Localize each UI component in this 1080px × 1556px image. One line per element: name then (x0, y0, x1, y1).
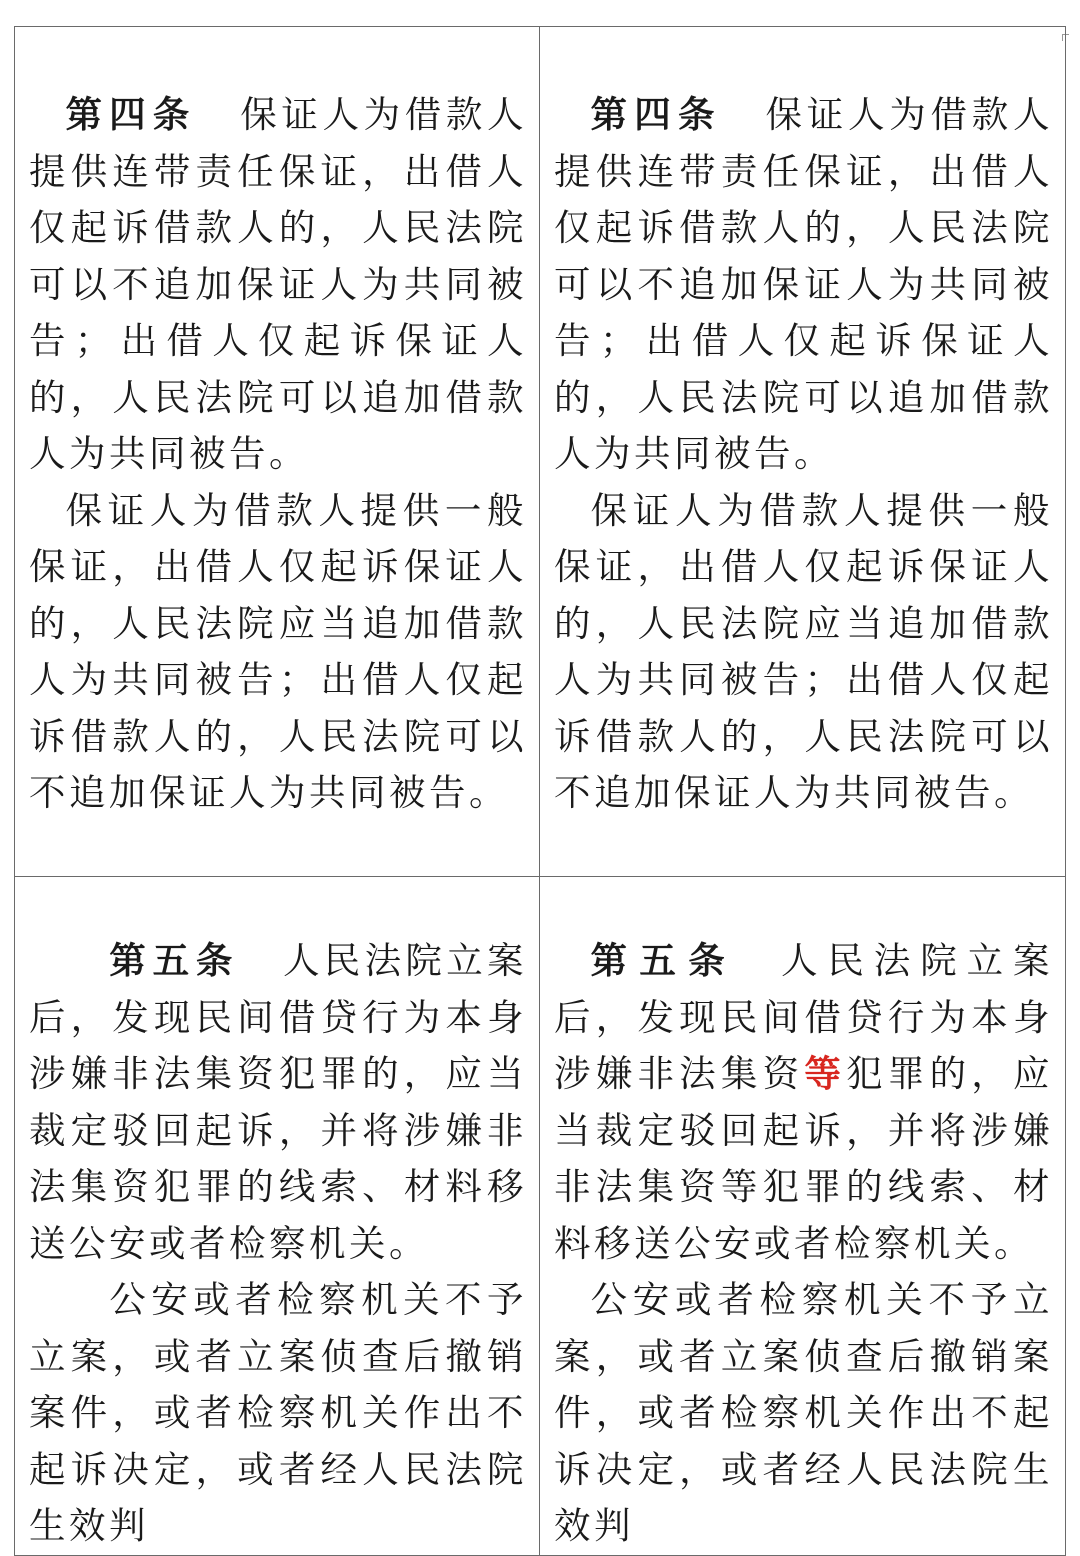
highlighted-change: 等 (804, 1052, 847, 1095)
article-number: 第四条 (590, 93, 722, 136)
cell-new-article-4 (540, 27, 1066, 877)
cell-old-article-4 (15, 27, 540, 877)
paragraph-text: 人民法院立案后，发现民间借贷行为本身涉嫌非法集资犯罪的，应当裁定驳回起诉，并将涉嫌非法集资犯罪的线索、材料移送公安或者检察机关。 (29, 939, 528, 1265)
article-number: 第四条 (65, 93, 197, 136)
paragraph (554, 87, 1053, 483)
comparison-table (14, 26, 1066, 1556)
paragraph (29, 933, 527, 1272)
paragraph (554, 933, 1053, 1272)
article-number: 第五条 (109, 939, 240, 982)
paragraph (29, 87, 527, 483)
paragraph-text-before: 人民法院立案后，发现民间借贷行为本身涉嫌非法集资 (554, 939, 1054, 1095)
paragraph-text: 保证人为借款人提供连带责任保证，出借人仅起诉借款人的，人民法院可以不追加保证人为共同被告；出借人仅起诉保证人的，人民法院可以追加借款人为共同被告。 (29, 93, 528, 475)
article-number: 第五条 (590, 939, 738, 982)
paragraph-text: 保证人为借款人提供连带责任保证，出借人仅起诉借款人的，人民法院可以不追加保证人为共同被告；出借人仅起诉保证人的，人民法院可以追加借款人为共同被告。 (554, 93, 1053, 475)
paragraph: 保证人为借款人提供一般保证，出借人仅起诉保证人的，人民法院应当追加借款人为共同被告；出借人仅起诉借款人的，人民法院可以不追加保证人为共同被告。 (554, 488, 1053, 814)
paragraph: 公安或者检察机关不予立案，或者立案侦查后撤销案件，或者检察机关作出不起诉决定，或者经人民法院生效判 (554, 1278, 1053, 1547)
paragraph: 公安或者检察机关不予立案，或者立案侦查后撤销案件，或者检察机关作出不起诉决定，或者经人民法院生效判 (29, 1278, 527, 1547)
cell-old-article-5 (15, 877, 540, 1556)
table-row-article-4 (15, 27, 1066, 877)
cell-new-article-5 (540, 877, 1066, 1556)
paragraph-text-after: 犯罪的，应当裁定驳回起诉，并将涉嫌非法集资等犯罪的线索、材料移送公安或者检察机关。 (554, 1052, 1054, 1265)
paragraph: 保证人为借款人提供一般保证，出借人仅起诉保证人的，人民法院应当追加借款人为共同被告；出借人仅起诉借款人的，人民法院可以不追加保证人为共同被告。 (29, 488, 527, 814)
table-row-article-5 (15, 877, 1066, 1556)
